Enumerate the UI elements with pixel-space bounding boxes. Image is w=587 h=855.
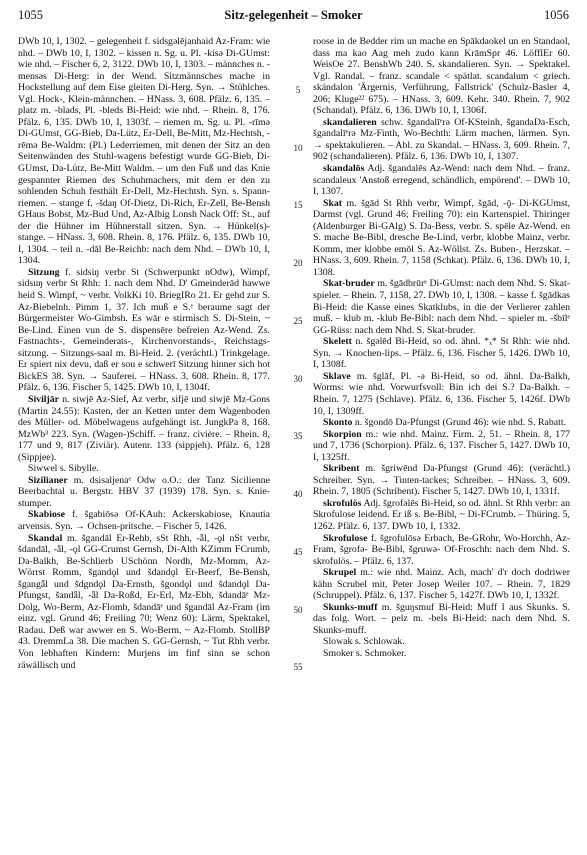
dictionary-entry: [313, 163, 570, 198]
dictionary-entry: [313, 648, 570, 660]
entry-headword: skrofulös: [323, 497, 362, 509]
page-header: [18, 8, 569, 24]
entry-headword: Skelett: [323, 336, 352, 348]
entry-text: Adj. šgrofəlēs Bi-Heid, so od. ähnl. St Rhh verbr: an Skrofulose leidend. Er iß s. Be-Bibl, ~ Di-FCrumb. – Thüring. 5, 1262. Pfälz. 6, 137. DWb 10, I, 1332.: [313, 497, 570, 532]
dictionary-entry: [313, 371, 570, 417]
page-number-left: 1055: [18, 8, 43, 22]
entry-headword: Skat: [323, 197, 343, 209]
dictionary-entry: [313, 636, 570, 648]
entry-text: Smoker s. Schmoker.: [323, 647, 407, 659]
entry-headword: Skrupel: [323, 567, 357, 579]
entry-text: m. šglāf, Pl. -ə Bi-Heid, so od. ähnl. Da-Balkh, Worms: wie nhd. Vorwurfsvoll: Bin ich dei S.? Da-Balkh. – Rhein. 7, 1275 (Schlave). Pfälz. 6, 136. Fischer 5, 1426f. DWb 10, I, 1309ff.: [313, 370, 570, 417]
line-number: 25: [293, 315, 303, 326]
dictionary-entry: [313, 417, 570, 429]
left-column: [18, 36, 270, 846]
line-number: 5: [295, 84, 301, 95]
entry-text: n. šgəlēd Bi-Heid, so od. ähnl. *ₓ* St Rhh: wie nhd. Syn. → Knochen-lips. – Pfälz. 6, 136. Fischer 5, 1426. DWb 10, I, 1308f.: [313, 336, 570, 371]
entry-headword: Siviljār: [28, 393, 60, 405]
entry-headword: Skat-bruder: [323, 278, 375, 290]
line-number: 35: [293, 431, 303, 442]
right-column: [313, 36, 570, 846]
dictionary-entry: [313, 36, 570, 117]
dictionary-entry: [18, 267, 270, 394]
line-number: 50: [293, 604, 303, 615]
entry-text: f. sidsiŋ verbr St (Schwerpunkt nOdw), Wimpf, sidsuŋ verbr St Rhh: 1. nach dem Nhd. D' Gmeinderād hawwe heid S. Wimpf, ~ verbr. VolkKi 10. BriegIRo 21. Er gehd zur S. Az-Biebelnh. Pimm 1, 37. Ich muß e S.ᵉ beraume sagt der Bürgermeister Wo-Gimbsh. Es wār e stirmisch S. Di-Stein, ~ Be-Lind. Einen vun de S. dispensēre befreien Az-Wend. Zs. Fastnachts-, Gemeinderats-, Kirchenvorstands-, Reichstags-sitzung. – Sitzungs-saal m. Bi-Heid. 2. (verächtl.) Trinkgelage. Er spiert nix devu, daß er sou e schwerī Sitzung hinner sich hot BickES 38. Syn. → Sauferei. – HNass. 3, 608. Rhein. 8, 177. Pfälz. 6, 136. Fischer 5, 1425. DWb 10, I, 1304f.: [18, 266, 270, 394]
dictionary-entry: [313, 567, 570, 602]
entry-text: n. siwjē Az-Sief, Az verbr, sifjē und siwjē Mz-Gons (Martin 24.55): Kasten, der an Ketten unter dem Wagenboden des Müller- od. Möbelwagens aufgehängt ist. JungkPa 8, 168. MzWb³ 223. Syn. (Wagen-)Schiff. – franz. civière. – Rhein. 8, 177 und 9, 817 (Ziviär). Autenr. 133 (sippjeh). Pfälz. 6, 128 (Sippjee).: [18, 393, 270, 463]
entry-headword: skandalieren: [323, 116, 377, 128]
entry-text: f. šgabiōsə Of-KAuh: Ackerskabiose, Knautia arvensis. Syn. → Ochsen-pritsche. – Fischer 5, 1426.: [18, 509, 270, 532]
dictionary-entry: [313, 602, 570, 637]
dictionary-entry: [18, 475, 270, 510]
dictionary-entry: [18, 36, 270, 267]
entry-text: Siwwel s. Sibylle.: [28, 463, 99, 475]
entry-headword: Sizilianer: [28, 474, 68, 486]
dictionary-entry: [313, 278, 570, 336]
entry-text: DWb 10, I, 1302. – gelegenheit f. sidsgəlējanhaid Az-Fram: wie nhd. – DWb 10, I, 1302. – kissen n. Sg. u. Pl. -kisə Di-GUmst: wie nhd. – Fischer 6, 2, 3122. DWb 10, I, 1303. – männches n. -mensəs Di-Herg: in der Wend. Sitzmännsches mache in Hockstellung auf dem Eise gleiten Di-Herg. Syn. → Stühlches. Vgl. Hock-, Klein-männchen. – HNass. 3, 608. Pfälz. 6, 135. – platz m. -blads, Pl. -bleds Bi-Heid: wie nhd. – Rhein. 8, 176. Pfälz. 6, 135. DWb 10, I, 1303f. – riemen m. Sg. u. Pl. -rīmə Di-GUmst, GG-Bieb, Da-Lütz, Er-Dell, Be-Mitt, Mz-Hechtsh, -rēmə Be-Waldm: (Pl.) Lederriemen, mit denen der Sitz an den Seitenwänden des Stuhl-wagens befestigt wurde GG-Bieb, Di-GUmst, Da-Lütz, Be-Mitt Waldm. – um den Fuß und das Knie gespannter Riemen des Schuhmachers, mit dem er den zu sohlenden Schuh festhält Er-Dell, Mz-Hechtsh. Syn. s. Spann-riemen. – stange f. -šdaŋ Of-Dietz, Di-Rich, Er-Zell, Be-Bensh GHaus Bobst, Mz-Bud Und, Az-Albig Lonsh Nack Off: St., auf der die Hühner im Hühnerstall sitzen. Syn. → Hünkel(s)-stange. – HNass. 3, 608. Rhein. 8, 176. Pfälz. 6, 135. DWb 10, I, 1304. – teil n. -dāl Be-Reichb: nach dem Nhd. – DWb 10, I, 1304.: [18, 36, 270, 267]
entry-text: f. šgrofulōsə Erbach, Be-GRohr, Wo-Horchh, Az-Fram, šgrofə- Be-Bibl, šgruwə- Of-Froschh: nach dem Nhd. S. skrofulös. – Pfälz. 6, 137.: [313, 532, 570, 567]
entry-text: m. šguŋsmuf Bi-Heid: Muff I aus Skunks. S. das folg. Wort. – pelz m. -bels Bi-Heid: nach dem Nhd. S. Skunks-muff.: [313, 601, 570, 636]
entry-text: m. šgriwēnd Da-Pfungst (Grund 46): (verächtl.) Schreiber. Syn. → Tinten-tackes; Schreiber. – HNass. 3, 609. Rhein. 7, 1805 (Schribent). Fischer 5, 1427. DWb 10, I, 1331f.: [313, 463, 570, 498]
dictionary-entry: [18, 509, 270, 532]
line-number: 15: [293, 200, 303, 211]
line-number: 10: [293, 142, 303, 153]
line-number: 55: [293, 662, 303, 673]
entry-text: m. šgandāl Er-Rehb, sSt Rhh, -ǟl, -ǫl nSt verbr, šdandāl, -ǟl, -ǫl GG-Crumst Gernsh, Di-Alth KZimm FCrumb, Da-Balkh, Be-Schlierb USchönn Nordh, Mz-Momm, Az-Wörrst Romm, šgandǫl und šdandǫl Er-Beerf, Be-Bensh, šgangǟl und šdgndǫl Da-Ernsth, šgondǫl und šdandǫl Da-Pfungst, šandǟl, -ǟl Da-Roßd, Er-Erl, Mz-Ebh, šdandāᵉ Mz-Dolg, Wo-Berm, Az-Flomb, šdandāᵉ und šgandāl Az-Fram (im einz. vgl. Grund 46; Freiling 70; Wenz 60): Lärm, Spektakel, Radau. Deß war awwer en S. Wo-Berm, ~ Az-Flomb. StollBP 43. DremmLa 38. Die machen S. GG-Gernsh, ~ Tut Rhh verbr. Von lebhaften Kindern: Murjens im finf sinn se schon räwällisch und: [18, 532, 270, 671]
entry-text: roose in de Bedder rim un mache en Spākdaokel un en Standaol, dass ma kao Aag meh zudo kann KrāmSpr 46. LöfflEr 60. WeisOe 27. BenshWb 240. S. skandalieren. Syn. → Spektakel. Vgl. Randal. – franz. scandale < spätlat. scandalum < griech. skándalon 'Ärgernis, Verführung, Fallstrick' (Schulz-Basler 4, 206; Kluge²² 675). – HNass. 3, 609. Kehr. 340. Rhein. 7, 902 (Schandal). Pfälz. 6, 136. DWb 10, I, 1306f.: [313, 36, 570, 117]
entry-headword: Sklave: [323, 370, 351, 382]
entry-text: n. šgondō Da-Pfungst (Grund 46): wie nhd. S. Rabatt.: [352, 417, 567, 429]
entry-text: m. šgād St Rhh verbr, Wimpf, šgād, -ǭ- Di-KGUmst, Darmst (vgl. Grund 46; Freiling 70): ein Kartenspiel. Thiringer (Aldenburger Bi-GAlg) S. Da-Bess, verbr. S. spēle Az-Wend. en S. mache Be-Bibl, dresche Be-Lind, verbr, klobbe Mainz, verbr. Komm, mer klobbe emōl S. Az-Wöllst. Zs. Buben-, Herzskat. – HNass. 3, 609. Rhein. 7, 1158 (Schkat). Pfälz. 6, 136. DWb 10, I, 1308.: [313, 197, 570, 278]
dictionary-entry: [313, 429, 570, 464]
entry-headword: Skandal: [28, 532, 63, 544]
line-number: 30: [293, 373, 303, 384]
dictionary-entry: [313, 463, 570, 498]
dictionary-entry: [18, 533, 270, 672]
entry-text: Slowak s. Schlowak.: [323, 636, 405, 648]
line-number: 40: [293, 489, 303, 499]
entry-headword: Skribent: [323, 463, 360, 475]
dictionary-entry: [313, 198, 570, 279]
entry-headword: skandalōs: [323, 163, 365, 175]
dictionary-entry: [18, 394, 270, 463]
entry-text: m. šgādbrūrᵉ Di-GUmst: nach dem Nhd. S. Skat-spieler. – Rhein. 7, 1158, 27. DWb 10, I, 1308. – kasse f. šgādkas Bi-Heid: die Kasse eines Skatklubs, in die der Verlierer zahlen muß. – klub m. -klub Be-Bibl: nach dem Nhd. – spieler m. -šbīlᵉ GG-Rüss: nach dem Nhd. S. Skat-bruder.: [313, 278, 570, 336]
entry-text: m.: wie nhd. Mainz. Ach, mach' d'r doch dodriwer kähn Scrubel mit, Peter Josep Weiler 107. – Rhein. 7, 1829 (Schruppel). Pfälz. 6, 137. Fischer 5, 1427f. DWb 10, I, 1332f.: [313, 567, 570, 602]
dictionary-entry: [313, 336, 570, 371]
entry-headword: Skonto: [323, 417, 353, 429]
entry-headword: Skabiose: [28, 509, 66, 521]
entry-headword: Skunks-muff: [323, 601, 378, 613]
line-number: 20: [293, 258, 303, 268]
dictionary-entry: [313, 498, 570, 533]
entry-headword: Skrofulose: [323, 532, 368, 544]
entry-text: schw. šgandalīᵉrə Of-KSteinh, šgandaDa-Esch, šgandalīᵉrə Mz-Finth, Wo-Bechth: Lärm machen, lärmen. Syn. → spektakulieren. – Abl. zu Skandal. – HNass. 3, 609. Rhein. 7, 902 (schandalieren). Pfälz. 6, 136. DWb 10, I, 1307.: [313, 116, 570, 163]
running-title: Sitz-gelegenheit – Smoker: [224, 8, 363, 22]
entry-headword: Sitzung: [28, 266, 60, 278]
entry-text: m. dsisaljenaᵉ Odw o.O.: der Tanz Sicilienne Beerbachtal u. Bergstr. HBV 37 (1939) 178. Syn. s. Knie-stumper.: [18, 474, 270, 509]
line-number: 45: [293, 546, 303, 557]
dictionary-entry: [313, 117, 570, 163]
page-number-right: 1056: [544, 8, 569, 22]
entry-headword: Skorpion: [323, 428, 362, 440]
entry-text: m.: wie nhd. Mainz. Firm. 2, 51. – Rhein. 8, 177 und 7, 1736 (Schorpion). Pfälz. 6, 137. Fischer 5, 1427. DWb 10, I, 1325ff.: [313, 428, 570, 463]
dictionary-entry: [18, 463, 270, 475]
dictionary-entry: [313, 533, 570, 568]
entry-text: Adj. šgandalēs Az-Wend: nach dem Nhd. – franz. scandaleux 'Anstoß erregend, schändlich, empörend'. – DWb 10, I, 1307.: [313, 163, 570, 198]
